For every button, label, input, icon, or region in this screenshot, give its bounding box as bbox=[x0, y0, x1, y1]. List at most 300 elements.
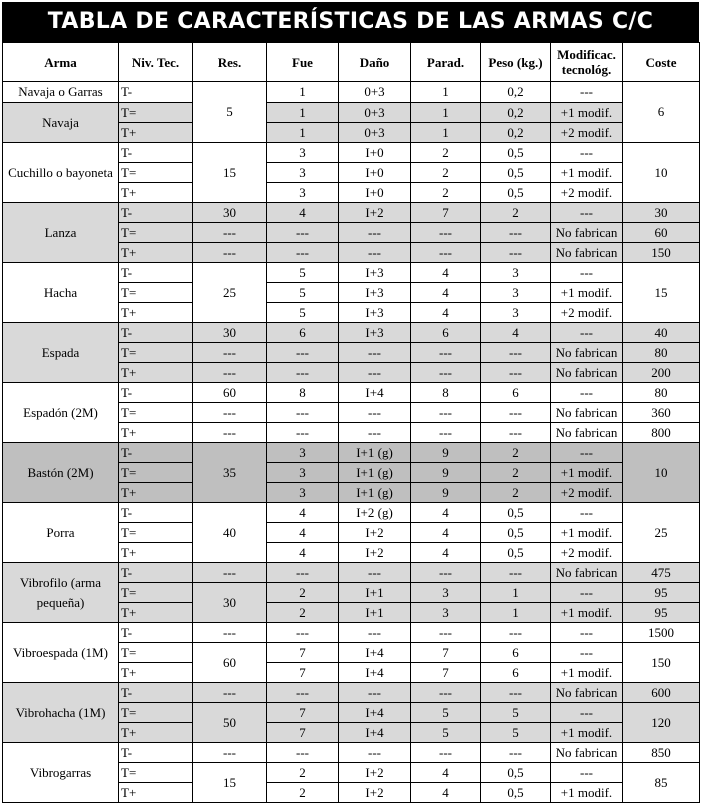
table-row bbox=[3, 103, 700, 123]
peso-cell: --- bbox=[481, 563, 551, 583]
dano-cell: I+2 bbox=[339, 543, 411, 563]
weapon-name: Espada bbox=[3, 323, 119, 383]
modif-cell: No fabrican bbox=[551, 743, 623, 763]
modif-cell: No fabrican bbox=[551, 403, 623, 423]
fue-cell: 3 bbox=[267, 463, 339, 483]
tech-level: T- bbox=[119, 82, 193, 103]
fue-cell: 4 bbox=[267, 543, 339, 563]
tech-level: T- bbox=[119, 203, 193, 223]
modif-cell: +1 modif. bbox=[551, 723, 623, 743]
dano-cell: I+1 (g) bbox=[339, 483, 411, 503]
dano-cell: I+2 bbox=[339, 523, 411, 543]
coste-cell: 95 bbox=[623, 603, 700, 623]
fue-cell: 7 bbox=[267, 723, 339, 743]
parad-cell: 5 bbox=[411, 723, 481, 743]
tech-level: T= bbox=[119, 163, 193, 183]
dano-cell: I+2 bbox=[339, 783, 411, 803]
res-cell: --- bbox=[193, 223, 267, 243]
dano-cell: I+3 bbox=[339, 283, 411, 303]
table-row bbox=[3, 323, 700, 343]
modif-cell: +1 modif. bbox=[551, 783, 623, 803]
modif-cell: +2 modif. bbox=[551, 543, 623, 563]
tech-level: T- bbox=[119, 263, 193, 283]
fue-cell: 3 bbox=[267, 183, 339, 203]
coste-cell: 80 bbox=[623, 383, 700, 403]
tech-level: T+ bbox=[119, 183, 193, 203]
peso-cell: 2 bbox=[481, 203, 551, 223]
peso-cell: --- bbox=[481, 623, 551, 643]
parad-cell: 1 bbox=[411, 82, 481, 103]
fue-cell: --- bbox=[267, 363, 339, 383]
res-cell: 5 bbox=[193, 82, 267, 143]
fue-cell: 2 bbox=[267, 783, 339, 803]
dano-cell: --- bbox=[339, 343, 411, 363]
dano-cell: --- bbox=[339, 563, 411, 583]
peso-cell: 5 bbox=[481, 703, 551, 723]
coste-cell: 850 bbox=[623, 743, 700, 763]
coste-cell: 360 bbox=[623, 403, 700, 423]
dano-cell: I+1 bbox=[339, 603, 411, 623]
fue-cell: 4 bbox=[267, 503, 339, 523]
modif-cell: --- bbox=[551, 643, 623, 663]
header-niv-tec: Niv. Tec. bbox=[119, 43, 193, 82]
coste-cell: 600 bbox=[623, 683, 700, 703]
header-modificac: Modificac. tecnológ. bbox=[551, 43, 623, 82]
coste-cell: 60 bbox=[623, 223, 700, 243]
parad-cell: 7 bbox=[411, 663, 481, 683]
peso-cell: 0,5 bbox=[481, 143, 551, 163]
fue-cell: --- bbox=[267, 223, 339, 243]
weapon-name: Hacha bbox=[3, 263, 119, 323]
table-row bbox=[3, 503, 700, 523]
res-cell: --- bbox=[193, 743, 267, 763]
parad-cell: 6 bbox=[411, 323, 481, 343]
fue-cell: 2 bbox=[267, 583, 339, 603]
header-arma: Arma bbox=[3, 43, 119, 82]
weapon-name: Navaja o Garras bbox=[3, 82, 119, 103]
peso-cell: 0,2 bbox=[481, 123, 551, 143]
header-res: Res. bbox=[193, 43, 267, 82]
peso-cell: 0,5 bbox=[481, 543, 551, 563]
coste-cell: 475 bbox=[623, 563, 700, 583]
parad-cell: 7 bbox=[411, 643, 481, 663]
dano-cell: I+0 bbox=[339, 143, 411, 163]
tech-level: T= bbox=[119, 523, 193, 543]
parad-cell: 3 bbox=[411, 583, 481, 603]
dano-cell: I+4 bbox=[339, 383, 411, 403]
dano-cell: 0+3 bbox=[339, 123, 411, 143]
weapon-name: Lanza bbox=[3, 203, 119, 263]
peso-cell: 0,5 bbox=[481, 783, 551, 803]
dano-cell: I+1 (g) bbox=[339, 463, 411, 483]
table-row bbox=[3, 443, 700, 463]
modif-cell: +1 modif. bbox=[551, 603, 623, 623]
weapon-name: Bastón (2M) bbox=[3, 443, 119, 503]
table-row bbox=[3, 683, 700, 703]
tech-level: T+ bbox=[119, 483, 193, 503]
dano-cell: I+3 bbox=[339, 263, 411, 283]
modif-cell: --- bbox=[551, 443, 623, 463]
res-cell: --- bbox=[193, 683, 267, 703]
table-row bbox=[3, 82, 700, 103]
coste-cell: 10 bbox=[623, 143, 700, 203]
res-cell: 25 bbox=[193, 263, 267, 323]
dano-cell: 0+3 bbox=[339, 82, 411, 103]
dano-cell: I+2 bbox=[339, 763, 411, 783]
modif-cell: +1 modif. bbox=[551, 523, 623, 543]
dano-cell: I+4 bbox=[339, 643, 411, 663]
parad-cell: --- bbox=[411, 223, 481, 243]
modif-cell: No fabrican bbox=[551, 683, 623, 703]
dano-cell: I+2 bbox=[339, 203, 411, 223]
tech-level: T= bbox=[119, 223, 193, 243]
coste-cell: 10 bbox=[623, 443, 700, 503]
modif-cell: No fabrican bbox=[551, 223, 623, 243]
fue-cell: 5 bbox=[267, 263, 339, 283]
header-peso: Peso (kg.) bbox=[481, 43, 551, 82]
dano-cell: I+0 bbox=[339, 183, 411, 203]
parad-cell: 4 bbox=[411, 283, 481, 303]
tech-level: T= bbox=[119, 403, 193, 423]
fue-cell: 5 bbox=[267, 303, 339, 323]
modif-cell: +2 modif. bbox=[551, 123, 623, 143]
tech-level: T- bbox=[119, 323, 193, 343]
dano-cell: --- bbox=[339, 223, 411, 243]
modif-cell: No fabrican bbox=[551, 343, 623, 363]
res-cell: 15 bbox=[193, 143, 267, 203]
modif-cell: +1 modif. bbox=[551, 283, 623, 303]
res-cell: 30 bbox=[193, 323, 267, 343]
modif-cell: --- bbox=[551, 703, 623, 723]
peso-cell: 6 bbox=[481, 643, 551, 663]
dano-cell: I+3 bbox=[339, 303, 411, 323]
modif-cell: --- bbox=[551, 383, 623, 403]
peso-cell: 0,5 bbox=[481, 523, 551, 543]
coste-cell: 150 bbox=[623, 643, 700, 683]
fue-cell: 7 bbox=[267, 643, 339, 663]
dano-cell: --- bbox=[339, 683, 411, 703]
modif-cell: No fabrican bbox=[551, 363, 623, 383]
modif-cell: +1 modif. bbox=[551, 463, 623, 483]
peso-cell: 0,5 bbox=[481, 183, 551, 203]
tech-level: T+ bbox=[119, 363, 193, 383]
coste-cell: 40 bbox=[623, 323, 700, 343]
header-fue: Fue bbox=[267, 43, 339, 82]
peso-cell: --- bbox=[481, 223, 551, 243]
parad-cell: --- bbox=[411, 423, 481, 443]
weapon-name: Vibroespada (1M) bbox=[3, 623, 119, 683]
modif-cell: --- bbox=[551, 623, 623, 643]
peso-cell: 2 bbox=[481, 483, 551, 503]
fue-cell: --- bbox=[267, 423, 339, 443]
weapon-name: Vibrohacha (1M) bbox=[3, 683, 119, 743]
dano-cell: I+2 (g) bbox=[339, 503, 411, 523]
parad-cell: 2 bbox=[411, 183, 481, 203]
peso-cell: 1 bbox=[481, 603, 551, 623]
table-row bbox=[3, 743, 700, 763]
coste-cell: 6 bbox=[623, 82, 700, 143]
coste-cell: 25 bbox=[623, 503, 700, 563]
fue-cell: 3 bbox=[267, 483, 339, 503]
coste-cell: 30 bbox=[623, 203, 700, 223]
fue-cell: 3 bbox=[267, 163, 339, 183]
res-cell: 60 bbox=[193, 383, 267, 403]
coste-cell: 150 bbox=[623, 243, 700, 263]
tech-level: T- bbox=[119, 503, 193, 523]
parad-cell: 7 bbox=[411, 203, 481, 223]
peso-cell: 6 bbox=[481, 383, 551, 403]
dano-cell: I+4 bbox=[339, 663, 411, 683]
peso-cell: --- bbox=[481, 403, 551, 423]
dano-cell: I+4 bbox=[339, 723, 411, 743]
tech-level: T+ bbox=[119, 663, 193, 683]
modif-cell: No fabrican bbox=[551, 563, 623, 583]
header-row bbox=[3, 43, 700, 82]
modif-cell: +1 modif. bbox=[551, 663, 623, 683]
header-parad: Parad. bbox=[411, 43, 481, 82]
peso-cell: 1 bbox=[481, 583, 551, 603]
modif-cell: +1 modif. bbox=[551, 103, 623, 123]
modif-cell: --- bbox=[551, 503, 623, 523]
fue-cell: 4 bbox=[267, 523, 339, 543]
res-cell: 30 bbox=[193, 203, 267, 223]
fue-cell: --- bbox=[267, 563, 339, 583]
tech-level: T+ bbox=[119, 723, 193, 743]
res-cell: --- bbox=[193, 343, 267, 363]
parad-cell: --- bbox=[411, 743, 481, 763]
peso-cell: 0,5 bbox=[481, 763, 551, 783]
peso-cell: 3 bbox=[481, 303, 551, 323]
fue-cell: 1 bbox=[267, 123, 339, 143]
res-cell: --- bbox=[193, 363, 267, 383]
tech-level: T- bbox=[119, 443, 193, 463]
parad-cell: --- bbox=[411, 243, 481, 263]
parad-cell: 9 bbox=[411, 463, 481, 483]
parad-cell: --- bbox=[411, 343, 481, 363]
res-cell: 15 bbox=[193, 763, 267, 803]
dano-cell: 0+3 bbox=[339, 103, 411, 123]
fue-cell: 7 bbox=[267, 663, 339, 683]
coste-cell: 200 bbox=[623, 363, 700, 383]
modif-cell: --- bbox=[551, 203, 623, 223]
dano-cell: I+1 bbox=[339, 583, 411, 603]
fue-cell: 7 bbox=[267, 703, 339, 723]
tech-level: T= bbox=[119, 343, 193, 363]
fue-cell: 3 bbox=[267, 143, 339, 163]
peso-cell: --- bbox=[481, 363, 551, 383]
tech-level: T+ bbox=[119, 123, 193, 143]
fue-cell: --- bbox=[267, 243, 339, 263]
parad-cell: 5 bbox=[411, 703, 481, 723]
tech-level: T= bbox=[119, 103, 193, 123]
coste-cell: 95 bbox=[623, 583, 700, 603]
tech-level: T= bbox=[119, 463, 193, 483]
fue-cell: 8 bbox=[267, 383, 339, 403]
tech-level: T+ bbox=[119, 243, 193, 263]
dano-cell: --- bbox=[339, 743, 411, 763]
parad-cell: 1 bbox=[411, 103, 481, 123]
table-title: TABLA DE CARACTERÍSTICAS DE LAS ARMAS C/C bbox=[2, 2, 699, 42]
parad-cell: 4 bbox=[411, 523, 481, 543]
peso-cell: 0,2 bbox=[481, 103, 551, 123]
peso-cell: 2 bbox=[481, 463, 551, 483]
parad-cell: 2 bbox=[411, 163, 481, 183]
fue-cell: --- bbox=[267, 343, 339, 363]
parad-cell: 9 bbox=[411, 443, 481, 463]
tech-level: T+ bbox=[119, 783, 193, 803]
fue-cell: 3 bbox=[267, 443, 339, 463]
res-cell: --- bbox=[193, 243, 267, 263]
dano-cell: I+3 bbox=[339, 323, 411, 343]
peso-cell: 3 bbox=[481, 283, 551, 303]
tech-level: T= bbox=[119, 703, 193, 723]
dano-cell: --- bbox=[339, 403, 411, 423]
modif-cell: +2 modif. bbox=[551, 483, 623, 503]
peso-cell: --- bbox=[481, 743, 551, 763]
res-cell: 35 bbox=[193, 443, 267, 503]
peso-cell: 0,5 bbox=[481, 163, 551, 183]
dano-cell: --- bbox=[339, 243, 411, 263]
peso-cell: --- bbox=[481, 423, 551, 443]
weapon-name: Porra bbox=[3, 503, 119, 563]
peso-cell: 4 bbox=[481, 323, 551, 343]
parad-cell: 1 bbox=[411, 123, 481, 143]
dano-cell: --- bbox=[339, 623, 411, 643]
weapon-name: Vibrogarras bbox=[3, 743, 119, 803]
dano-cell: I+4 bbox=[339, 703, 411, 723]
fue-cell: 1 bbox=[267, 82, 339, 103]
tech-level: T- bbox=[119, 683, 193, 703]
coste-cell: 85 bbox=[623, 763, 700, 803]
parad-cell: 4 bbox=[411, 503, 481, 523]
table-row bbox=[3, 143, 700, 163]
tech-level: T- bbox=[119, 143, 193, 163]
fue-cell: 2 bbox=[267, 603, 339, 623]
table-row bbox=[3, 383, 700, 403]
modif-cell: --- bbox=[551, 143, 623, 163]
parad-cell: --- bbox=[411, 563, 481, 583]
parad-cell: 8 bbox=[411, 383, 481, 403]
coste-cell: 80 bbox=[623, 343, 700, 363]
dano-cell: --- bbox=[339, 423, 411, 443]
parad-cell: --- bbox=[411, 403, 481, 423]
parad-cell: 9 bbox=[411, 483, 481, 503]
res-cell: --- bbox=[193, 403, 267, 423]
modif-cell: No fabrican bbox=[551, 423, 623, 443]
parad-cell: 2 bbox=[411, 143, 481, 163]
tech-level: T- bbox=[119, 623, 193, 643]
parad-cell: 4 bbox=[411, 543, 481, 563]
parad-cell: --- bbox=[411, 363, 481, 383]
res-cell: --- bbox=[193, 623, 267, 643]
modif-cell: No fabrican bbox=[551, 243, 623, 263]
modif-cell: --- bbox=[551, 263, 623, 283]
tech-level: T= bbox=[119, 643, 193, 663]
header-dano: Daño bbox=[339, 43, 411, 82]
modif-cell: +2 modif. bbox=[551, 183, 623, 203]
res-cell: 40 bbox=[193, 503, 267, 563]
modif-cell: +2 modif. bbox=[551, 303, 623, 323]
peso-cell: 0,2 bbox=[481, 82, 551, 103]
weapon-name: Vibrofilo (arma pequeña) bbox=[3, 563, 119, 623]
fue-cell: --- bbox=[267, 623, 339, 643]
coste-cell: 15 bbox=[623, 263, 700, 323]
res-cell: 30 bbox=[193, 583, 267, 623]
tech-level: T- bbox=[119, 563, 193, 583]
table-row bbox=[3, 563, 700, 583]
table-row bbox=[3, 263, 700, 283]
fue-cell: 6 bbox=[267, 323, 339, 343]
tech-level: T+ bbox=[119, 423, 193, 443]
fue-cell: 4 bbox=[267, 203, 339, 223]
parad-cell: 4 bbox=[411, 783, 481, 803]
fue-cell: 2 bbox=[267, 763, 339, 783]
peso-cell: --- bbox=[481, 243, 551, 263]
table-body bbox=[3, 82, 700, 803]
peso-cell: --- bbox=[481, 683, 551, 703]
parad-cell: 4 bbox=[411, 263, 481, 283]
weapon-name: Navaja bbox=[3, 103, 119, 143]
dano-cell: I+1 (g) bbox=[339, 443, 411, 463]
peso-cell: 3 bbox=[481, 263, 551, 283]
peso-cell: --- bbox=[481, 343, 551, 363]
fue-cell: --- bbox=[267, 683, 339, 703]
res-cell: --- bbox=[193, 423, 267, 443]
peso-cell: 0,5 bbox=[481, 503, 551, 523]
tech-level: T+ bbox=[119, 303, 193, 323]
parad-cell: 4 bbox=[411, 763, 481, 783]
modif-cell: --- bbox=[551, 82, 623, 103]
modif-cell: --- bbox=[551, 583, 623, 603]
coste-cell: 800 bbox=[623, 423, 700, 443]
header-coste: Coste bbox=[623, 43, 700, 82]
fue-cell: 5 bbox=[267, 283, 339, 303]
fue-cell: --- bbox=[267, 743, 339, 763]
fue-cell: --- bbox=[267, 403, 339, 423]
tech-level: T+ bbox=[119, 603, 193, 623]
tech-level: T= bbox=[119, 583, 193, 603]
modif-cell: --- bbox=[551, 323, 623, 343]
parad-cell: 4 bbox=[411, 303, 481, 323]
modif-cell: +1 modif. bbox=[551, 163, 623, 183]
coste-cell: 1500 bbox=[623, 623, 700, 643]
peso-cell: 6 bbox=[481, 663, 551, 683]
weapons-table bbox=[2, 42, 700, 803]
res-cell: --- bbox=[193, 563, 267, 583]
res-cell: 50 bbox=[193, 703, 267, 743]
tech-level: T= bbox=[119, 283, 193, 303]
tech-level: T= bbox=[119, 763, 193, 783]
tech-level: T- bbox=[119, 743, 193, 763]
weapon-name: Espadón (2M) bbox=[3, 383, 119, 443]
modif-cell: --- bbox=[551, 763, 623, 783]
peso-cell: 2 bbox=[481, 443, 551, 463]
coste-cell: 120 bbox=[623, 703, 700, 743]
weapon-name: Cuchillo o bayoneta bbox=[3, 143, 119, 203]
res-cell: 60 bbox=[193, 643, 267, 683]
table-row bbox=[3, 203, 700, 223]
parad-cell: --- bbox=[411, 683, 481, 703]
table-row bbox=[3, 623, 700, 643]
peso-cell: 5 bbox=[481, 723, 551, 743]
parad-cell: --- bbox=[411, 623, 481, 643]
parad-cell: 3 bbox=[411, 603, 481, 623]
dano-cell: I+0 bbox=[339, 163, 411, 183]
fue-cell: 1 bbox=[267, 103, 339, 123]
dano-cell: --- bbox=[339, 363, 411, 383]
tech-level: T- bbox=[119, 383, 193, 403]
tech-level: T+ bbox=[119, 543, 193, 563]
